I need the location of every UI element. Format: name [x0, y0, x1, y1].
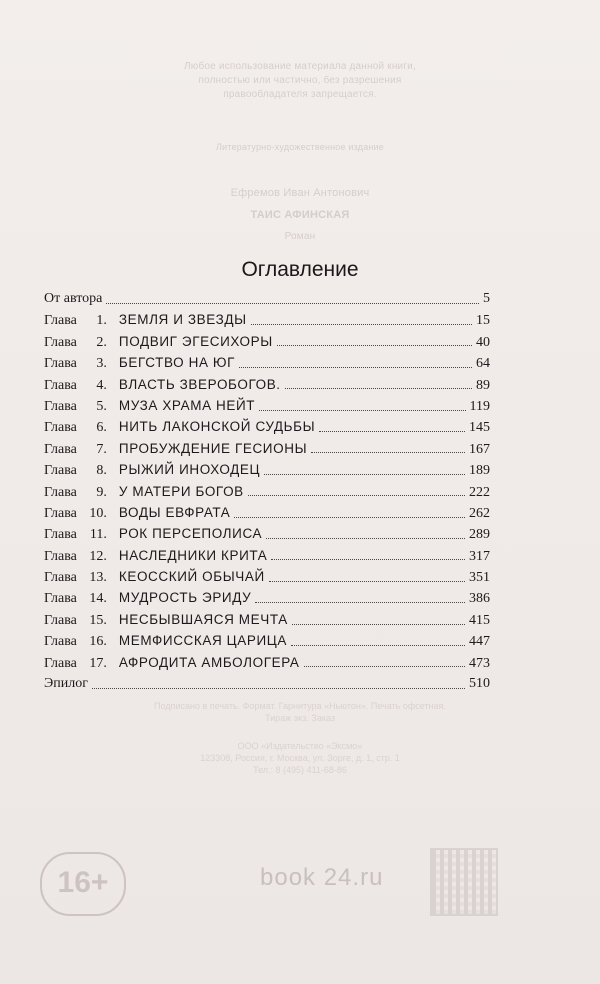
- toc-chapter-number: 8.: [96, 463, 107, 479]
- toc-chapter-number: 4.: [96, 377, 107, 393]
- toc-chapter-title: ЗЕМЛЯ И ЗВЕЗДЫ: [118, 312, 247, 328]
- toc-page-number: 119: [469, 398, 490, 414]
- toc-chapter-number: 2.: [96, 334, 107, 350]
- toc-page-number: 145: [469, 420, 490, 436]
- toc-leader-dots: [251, 324, 472, 325]
- toc-leader-dots: [92, 688, 465, 689]
- toc-entry: [44, 481, 490, 502]
- toc-leader-dots: [277, 345, 472, 346]
- toc-chapter-prefix: Глава: [44, 655, 77, 671]
- toc-chapter-prefix: Глава: [44, 484, 77, 500]
- toc-chapter-number: 13.: [89, 570, 107, 586]
- toc-chapter-number: 15.: [89, 612, 107, 628]
- toc-leader-dots: [239, 367, 472, 368]
- toc-chapter-prefix: Глава: [44, 570, 77, 586]
- showthrough-genre: Роман: [284, 231, 316, 242]
- publisher-site: book 24.ru: [260, 864, 384, 891]
- toc-page-number: 222: [469, 484, 490, 500]
- toc-chapter-number: 10.: [89, 505, 107, 521]
- toc-chapter-title: ПОДВИГ ЭГЕСИХОРЫ: [118, 333, 273, 349]
- toc-entry: [44, 502, 490, 523]
- toc-page-number: 189: [469, 463, 490, 479]
- age-rating-badge: 16+: [40, 852, 126, 916]
- toc-entry: [44, 630, 490, 651]
- showthrough-line: Любое использование материала данной книги,: [184, 61, 416, 72]
- toc-entry: [44, 309, 490, 330]
- toc-entry: [44, 652, 490, 673]
- toc-page-number: 64: [476, 356, 490, 372]
- showthrough-author: Ефремов Иван Антонович: [230, 187, 370, 199]
- toc-chapter-title: НИТЬ ЛАКОНСКОЙ СУДЬБЫ: [118, 419, 316, 435]
- toc-chapter-title: У МАТЕРИ БОГОВ: [118, 483, 244, 499]
- toc-chapter-number: 17.: [89, 655, 107, 671]
- toc-chapter-title: БЕГСТВО НА ЮГ: [118, 355, 236, 371]
- toc-chapter-prefix: Глава: [44, 505, 77, 521]
- toc-page-number: 447: [469, 634, 490, 650]
- toc-page-number: 415: [469, 612, 490, 628]
- toc-chapter-title: Эпилог: [44, 676, 88, 692]
- toc-leader-dots: [269, 581, 465, 582]
- toc-chapter-prefix: Глава: [44, 334, 77, 350]
- toc-page-number: 40: [476, 334, 490, 350]
- toc-chapter-prefix: Глава: [44, 463, 77, 479]
- showthrough-imprint: 123308, Россия, г. Москва, ул. Зорге, д. 1, стр. 1: [200, 753, 400, 763]
- toc-chapter-title: От автора: [44, 291, 103, 306]
- showthrough-line: полностью или частично, без разрешения: [198, 75, 402, 86]
- toc-leader-dots: [266, 538, 465, 539]
- toc-chapter-number: 3.: [96, 356, 107, 372]
- toc-page-number: 262: [469, 505, 490, 521]
- toc-leader-dots: [264, 474, 465, 475]
- toc-leader-dots: [248, 495, 465, 496]
- toc-entry: [44, 395, 490, 416]
- toc-chapter-number: 9.: [96, 484, 107, 500]
- toc-chapter-prefix: Глава: [44, 398, 77, 414]
- toc-entry: [44, 416, 490, 437]
- toc-chapter-title: РЫЖИЙ ИНОХОДЕЦ: [118, 462, 261, 478]
- toc-chapter-prefix: Глава: [44, 313, 77, 329]
- toc-page-number: 317: [469, 548, 490, 564]
- toc-entry: [44, 352, 490, 373]
- toc-chapter-number: 5.: [96, 398, 107, 414]
- showthrough-imprint: Подписано в печать. Формат. Гарнитура «Ньютон». Печать офсетная.: [154, 701, 446, 711]
- toc-chapter-title: МУЗА ХРАМА НЕЙТ: [118, 397, 256, 413]
- toc-chapter-prefix: Глава: [44, 420, 77, 436]
- showthrough-book-title: ТАИС АФИНСКАЯ: [250, 209, 350, 221]
- toc-page-number: 386: [469, 591, 490, 607]
- toc-chapter-prefix: Глава: [44, 634, 77, 650]
- toc-chapter-number: 6.: [96, 420, 107, 436]
- toc-leader-dots: [311, 452, 465, 453]
- toc-entry: [44, 438, 490, 459]
- toc-chapter-title: ПРОБУЖДЕНИЕ ГЕСИОНЫ: [118, 440, 308, 456]
- toc-entry: [44, 288, 490, 309]
- toc-page-number: 15: [476, 313, 490, 329]
- toc-chapter-number: 14.: [89, 591, 107, 607]
- toc-chapter-prefix: Глава: [44, 356, 77, 372]
- toc-chapter-number: 1.: [96, 313, 107, 329]
- toc-entry: [44, 523, 490, 544]
- toc-page-number: 289: [469, 527, 490, 543]
- showthrough-line: правообладателя запрещается.: [223, 89, 377, 100]
- toc-chapter-title: РОК ПЕРСЕПОЛИСА: [118, 526, 263, 542]
- toc-leader-dots: [106, 303, 479, 304]
- toc-entry: [44, 609, 490, 630]
- toc-chapter-number: 7.: [96, 441, 107, 457]
- toc-entry: [44, 566, 490, 587]
- toc-leader-dots: [259, 410, 465, 411]
- toc-chapter-prefix: Глава: [44, 591, 77, 607]
- toc-chapter-title: ВЛАСТЬ ЗВЕРОБОГОВ.: [118, 376, 281, 392]
- table-of-contents: [44, 288, 490, 694]
- toc-chapter-title: ВОДЫ ЕВФРАТА: [118, 504, 231, 520]
- toc-chapter-number: 11.: [89, 527, 107, 543]
- toc-leader-dots: [234, 517, 465, 518]
- toc-entry: [44, 374, 490, 395]
- toc-entry: [44, 545, 490, 566]
- toc-leader-dots: [304, 666, 465, 667]
- toc-chapter-title: КЕОССКИЙ ОБЫЧАЙ: [118, 569, 265, 585]
- toc-page-number: 167: [469, 441, 490, 457]
- toc-leader-dots: [319, 431, 465, 432]
- showthrough-line: Литературно-художественное издание: [215, 142, 385, 152]
- toc-chapter-prefix: Глава: [44, 527, 77, 543]
- toc-leader-dots: [292, 624, 465, 625]
- toc-page-number: 351: [469, 570, 490, 586]
- toc-chapter-title: АФРОДИТА АМБОЛОГЕРА: [118, 654, 300, 670]
- toc-entry: [44, 673, 490, 694]
- toc-page-number: 5: [483, 291, 490, 306]
- toc-chapter-prefix: Глава: [44, 548, 77, 564]
- qr-code-icon: [430, 848, 498, 916]
- toc-entry: [44, 459, 490, 480]
- toc-page-number: 473: [469, 655, 490, 671]
- toc-chapter-prefix: Глава: [44, 377, 77, 393]
- toc-heading: Оглавление: [241, 258, 359, 281]
- toc-entry: [44, 587, 490, 608]
- toc-leader-dots: [255, 602, 465, 603]
- toc-chapter-title: МЕМФИССКАЯ ЦАРИЦА: [118, 633, 287, 649]
- toc-chapter-title: НАСЛЕДНИКИ КРИТА: [118, 547, 268, 563]
- showthrough-imprint: ООО «Издательство «Эксмо»: [237, 741, 363, 751]
- toc-leader-dots: [291, 645, 465, 646]
- toc-page-number: 510: [469, 676, 490, 692]
- toc-chapter-title: НЕСБЫВШАЯСЯ МЕЧТА: [118, 611, 288, 627]
- toc-entry: [44, 331, 490, 352]
- toc-chapter-number: 12.: [89, 548, 107, 564]
- showthrough-imprint: Тираж экз. Заказ: [264, 713, 336, 723]
- toc-chapter-number: 16.: [89, 634, 107, 650]
- showthrough-imprint: Тел.: 8 (495) 411-68-86: [253, 765, 347, 775]
- toc-page-number: 89: [476, 377, 490, 393]
- toc-chapter-prefix: Глава: [44, 612, 77, 628]
- toc-chapter-title: МУДРОСТЬ ЭРИДУ: [118, 590, 252, 606]
- toc-chapter-prefix: Глава: [44, 441, 77, 457]
- toc-leader-dots: [271, 559, 465, 560]
- toc-leader-dots: [285, 388, 472, 389]
